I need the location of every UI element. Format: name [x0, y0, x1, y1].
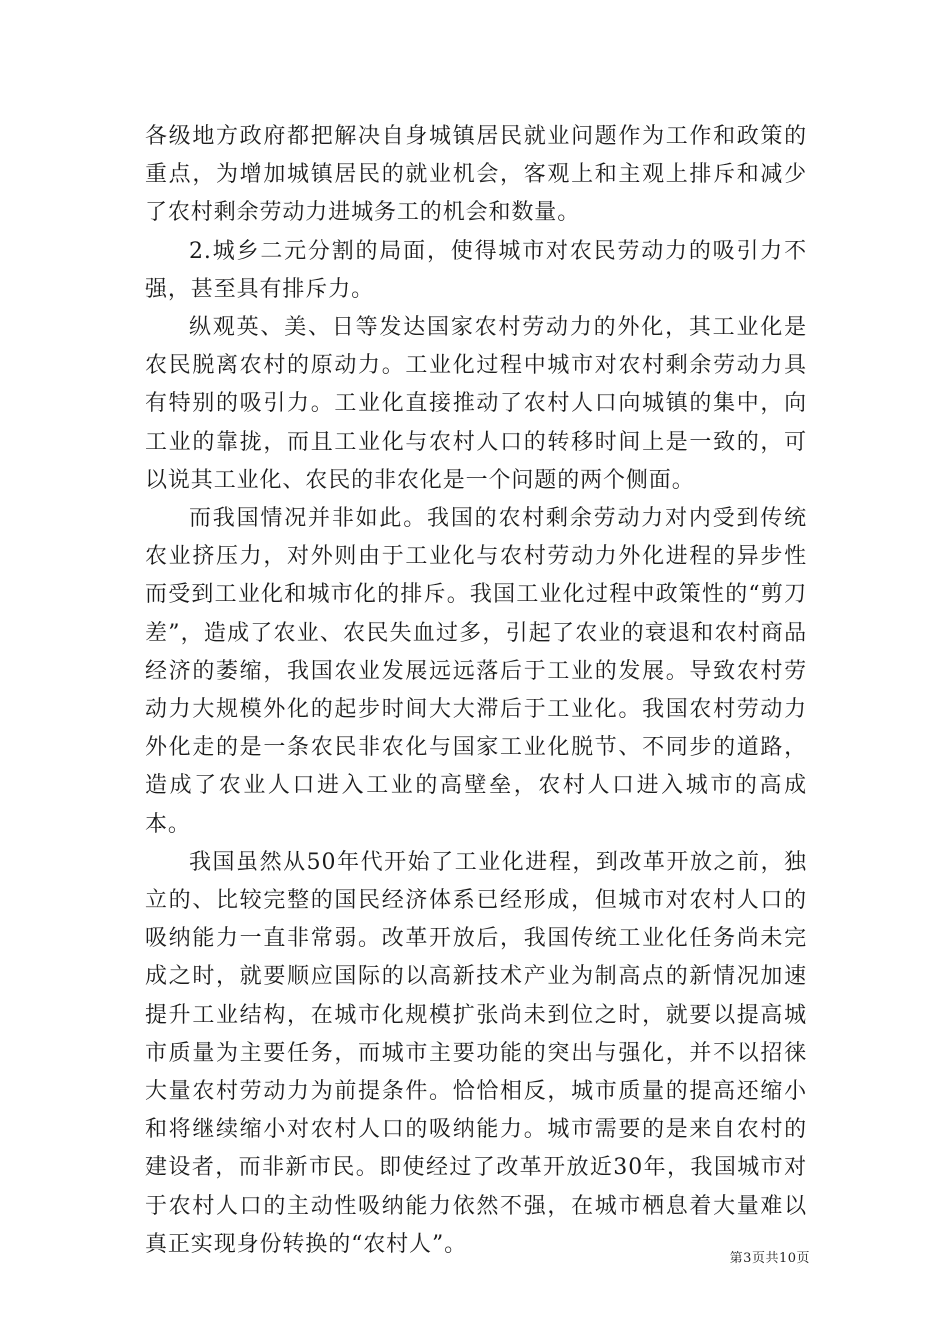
document-body [145, 118, 807, 1264]
paragraph-5: 我国虽然从50年代开始了工业化进程，到改革开放之前，独立的、比较完整的国民经济体系已经形成，但城市对农村人口的吸纳能力一直非常弱。改革开放后，我国传统工业化任务尚未完成之时，就要顺应国际的以高新技术产业为制高点的新情况加速提升工业结构，在城市化规模扩张尚未到位之时，就要以提高城市质量为主要任务，而城市主要功能的突出与强化，并不以招徕大量农村劳动力为前提条件。恰恰相反，城市质量的提高还缩小和将继续缩小对农村人口的吸纳能力。城市需要的是来自农村的建设者，而非新市民。即使经过了改革开放近30年，我国城市对于农村人口的主动性吸纳能力依然不强，在城市栖息着大量难以真正实现身份转换的“农村人”。 [145, 849, 807, 1257]
paragraph-1: 各级地方政府都把解决自身城镇居民就业问题作为工作和政策的重点，为增加城镇居民的就业机会，客观上和主观上排斥和减少了农村剩余劳动力进城务工的机会和数量。 [145, 124, 807, 226]
paragraph-2: 2.城乡二元分割的局面，使得城市对农民劳动力的吸引力不强，甚至具有排斥力。 [145, 238, 807, 302]
paragraph-3: 纵观英、美、日等发达国家农村劳动力的外化，其工业化是农民脱离农村的原动力。工业化过程中城市对农村剩余劳动力具有特别的吸引力。工业化直接推动了农村人口向城镇的集中，向工业的靠拢，而且工业化与农村人口的转移时间上是一致的，可以说其工业化、农民的非农化是一个问题的两个侧面。 [145, 315, 807, 493]
page-number-footer: 第3页共10页 [729, 1251, 810, 1266]
paragraph-4: 而我国情况并非如此。我国的农村剩余劳动力对内受到传统农业挤压力，对外则由于工业化与农村劳动力外化进程的异步性而受到工业化和城市化的排斥。我国工业化过程中政策性的“剪刀差”，造成了农业、农民失血过多，引起了农业的衰退和农村商品经济的萎缩，我国农业发展远远落后于工业的发展。导致农村劳动力大规模外化的起步时间大大滞后于工业化。我国农村劳动力外化走的是一条农民非农化与国家工业化脱节、不同步的道路，造成了农业人口进入工业的高壁垒，农村人口进入城市的高成本。 [145, 506, 807, 837]
